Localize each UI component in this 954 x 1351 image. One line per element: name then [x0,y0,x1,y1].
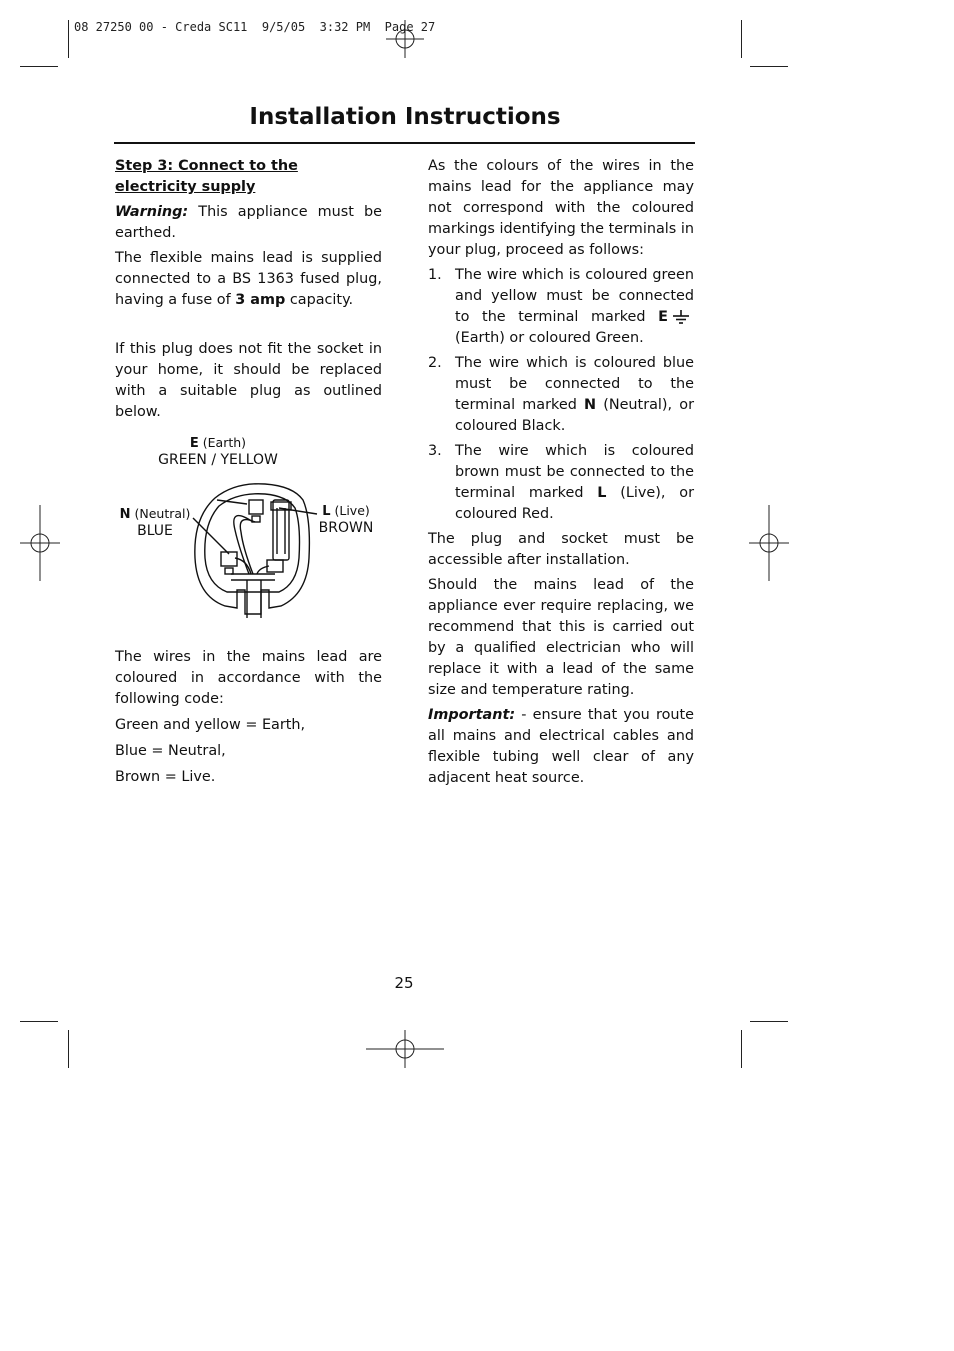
registration-mark-bottom [366,1030,444,1068]
live-label [310,502,382,537]
fuse-rating: 3 amp [235,292,286,308]
list-item [428,265,694,349]
crop-mark [20,1021,58,1022]
terminal-instructions-list [428,265,694,525]
live-word: (Live) [330,503,370,518]
left-column [115,156,382,427]
list-text: (Live), or coloured Red. [455,485,694,522]
list-item [428,353,694,437]
terminal-letter: L [597,485,607,501]
important-text: - ensure that you route all mains and electrical cables and flexible tubing well clear of any adjacent heat source. [428,707,694,786]
wire-code-intro: The wires in the mains lead are coloured in accordance with the following code: [115,649,382,707]
list-text: (Neutral), or coloured Black. [455,397,694,434]
list-text: The wire which is coloured blue must be connected to the terminal marked [455,355,694,413]
crop-mark [20,66,58,67]
earth-letter: E [189,436,199,451]
earth-label [148,434,288,469]
list-text: (Earth) or coloured Green. [455,330,644,346]
warning-label: Warning: [115,204,189,220]
warning-text: This appliance must be earthed. [115,204,382,241]
live-letter: L [322,504,331,519]
title-rule [114,142,695,144]
fuse-paragraph [115,248,382,311]
live-colour: BROWN [318,520,374,536]
wire-code-live: Brown = Live. [115,769,216,785]
accessibility-paragraph: The plug and socket must be accessible after installation. [428,531,694,568]
crop-mark [741,20,742,58]
list-number: 1. [428,267,442,283]
neutral-letter: N [119,507,131,522]
list-number: 3. [428,443,442,459]
list-item [428,441,694,525]
registration-mark-left [20,505,60,581]
neutral-colour: BLUE [137,523,173,539]
colour-intro-paragraph: As the colours of the wires in the mains lead for the appliance may not correspond with the coloured markings identifying the terminals in your plug, proceed as follows: [428,158,694,258]
step-heading: Step 3: Connect to the electricity supply [115,158,298,195]
wire-code-neutral: Blue = Neutral, [115,743,226,759]
page-title: Installation Instructions [249,104,561,130]
fuse-text-b: capacity. [285,292,354,308]
important-label: Important: [428,707,516,723]
list-number: 2. [428,355,442,371]
crop-mark [750,66,788,67]
crop-mark [68,20,69,58]
neutral-word: (Neutral) [130,506,191,521]
important-paragraph [428,705,694,789]
earth-word: (Earth) [198,435,247,450]
crop-mark [68,1030,69,1068]
right-column [428,156,694,793]
plug-wiring-diagram [185,478,320,618]
wire-code-earth: Green and yellow = Earth, [115,717,306,733]
print-slug: 08 27250 00 - Creda SC11 9/5/05 3:32 PM Page 27 [74,20,436,34]
terminal-letter: N [584,397,597,413]
list-text: The wire which is coloured brown must be connected to the terminal marked [455,443,694,501]
page-number: 25 [394,974,414,992]
wire-code-block [115,647,382,793]
lead-replacement-paragraph: Should the mains lead of the appliance ever require replacing, we recommend that this is carried out by a qualified electrician who will replace it with a lead of the same size and temperature rating. [428,577,694,698]
terminal-letter: E [658,309,668,325]
spacer [115,315,382,339]
registration-mark-right [749,505,789,581]
fuse-text-a: The flexible mains lead is supplied connected to a BS 1363 fused plug, having a fuse of [115,250,382,308]
crop-mark [741,1030,742,1068]
earth-colour: GREEN / YELLOW [158,452,278,468]
list-text: The wire which is coloured green and yellow must be connected to the terminal marked [455,267,694,325]
earth-symbol-icon [672,310,690,324]
warning-paragraph [115,202,382,244]
crop-mark [750,1021,788,1022]
replace-plug-paragraph: If this plug does not fit the socket in your home, it should be replaced with a suitable plug as outlined below. [115,341,382,420]
